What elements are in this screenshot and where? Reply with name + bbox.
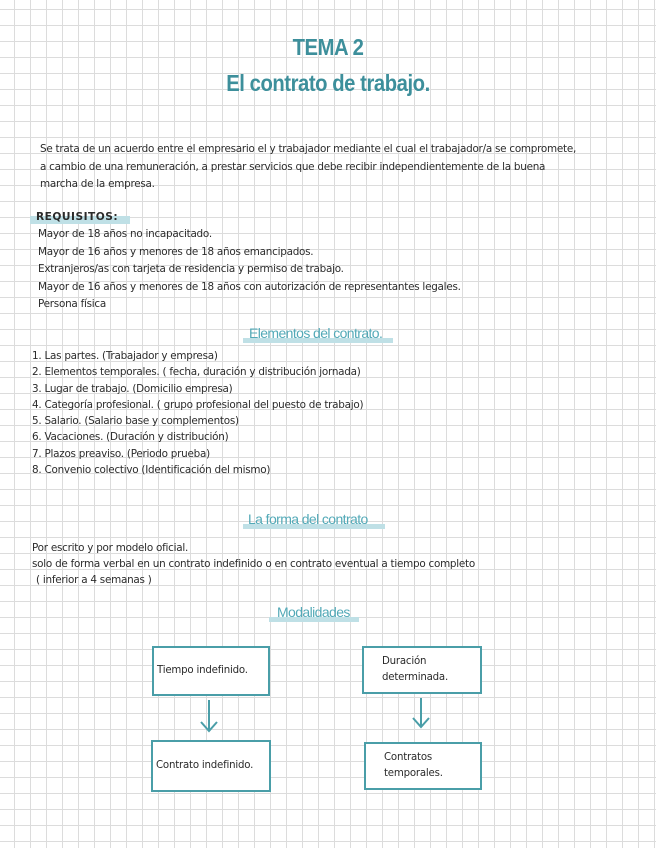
modalidades-heading: Modalidades [277, 604, 350, 620]
list-item: 3. Lugar de trabajo. (Domicilio empresa) [32, 382, 233, 395]
list-item: 5. Salario. (Salario base y complementos) [32, 415, 239, 428]
elementos-list [32, 348, 592, 478]
contrato-indefinido-box [151, 740, 271, 792]
forma-line: Por escrito y por modelo oficial. [32, 542, 189, 554]
list-item: 6. Vacaciones. (Duración y distribución) [32, 431, 229, 444]
forma-line: ( inferior a 4 semanas ) [36, 574, 152, 587]
intro-line: Se trata de un acuerdo entre el empresario el y trabajador mediante el cual el trabajador/a se compromete, [40, 143, 577, 155]
intro-line: a cambio de una remuneración, a prestar servicios que debe recibir independientemente de la buena [40, 160, 546, 173]
page-title: El contrato de trabajo. [226, 70, 430, 96]
list-item: Persona física [38, 298, 107, 311]
list-item: 8. Convenio colectivo (Identificación del mismo) [32, 464, 271, 477]
list-item: Mayor de 16 años y menores de 18 años emancipados. [38, 245, 314, 258]
forma-heading: La forma del contrato [248, 511, 368, 527]
box-label: Tiempo indefinido. [157, 665, 248, 676]
list-item: 1. Las partes. (Trabajador y empresa) [32, 350, 218, 362]
page-title-tema: TEMA 2 [292, 34, 364, 60]
intro-line: marcha de la empresa. [40, 178, 155, 191]
requisitos-heading: REQUISITOS: [36, 211, 119, 223]
intro-paragraph [40, 141, 650, 194]
box-label: Duración [382, 656, 427, 667]
duracion-determinada-box [362, 646, 482, 694]
list-item: 4. Categoría profesional. ( grupo profesional del puesto de trabajo) [32, 398, 364, 411]
elementos-heading: Elementos del contrato. [249, 325, 383, 341]
list-item: 2. Elementos temporales. ( fecha, duración y distribución jornada) [32, 366, 361, 379]
box-label: Contrato indefinido. [156, 760, 254, 771]
forma-text [32, 540, 632, 589]
box-label: temporales. [384, 768, 443, 779]
arrow-down-icon [198, 698, 220, 736]
box-label: Contratos [384, 752, 432, 763]
forma-line: solo de forma verbal en un contrato indefinido o en contrato eventual a tiempo completo [32, 558, 475, 571]
arrow-down-icon [410, 696, 432, 732]
list-item: Mayor de 18 años no incapacitado. [38, 228, 212, 240]
requisitos-list [38, 226, 598, 314]
contratos-temporales-box [364, 742, 482, 790]
list-item: 7. Plazos preaviso. (Periodo prueba) [32, 447, 210, 460]
list-item: Mayor de 16 años y menores de 18 años con autorización de representantes legales. [38, 280, 461, 293]
tiempo-indefinido-box [152, 646, 270, 696]
list-item: Extranjeros/as con tarjeta de residencia y permiso de trabajo. [38, 263, 344, 276]
box-label: determinada. [382, 672, 449, 683]
